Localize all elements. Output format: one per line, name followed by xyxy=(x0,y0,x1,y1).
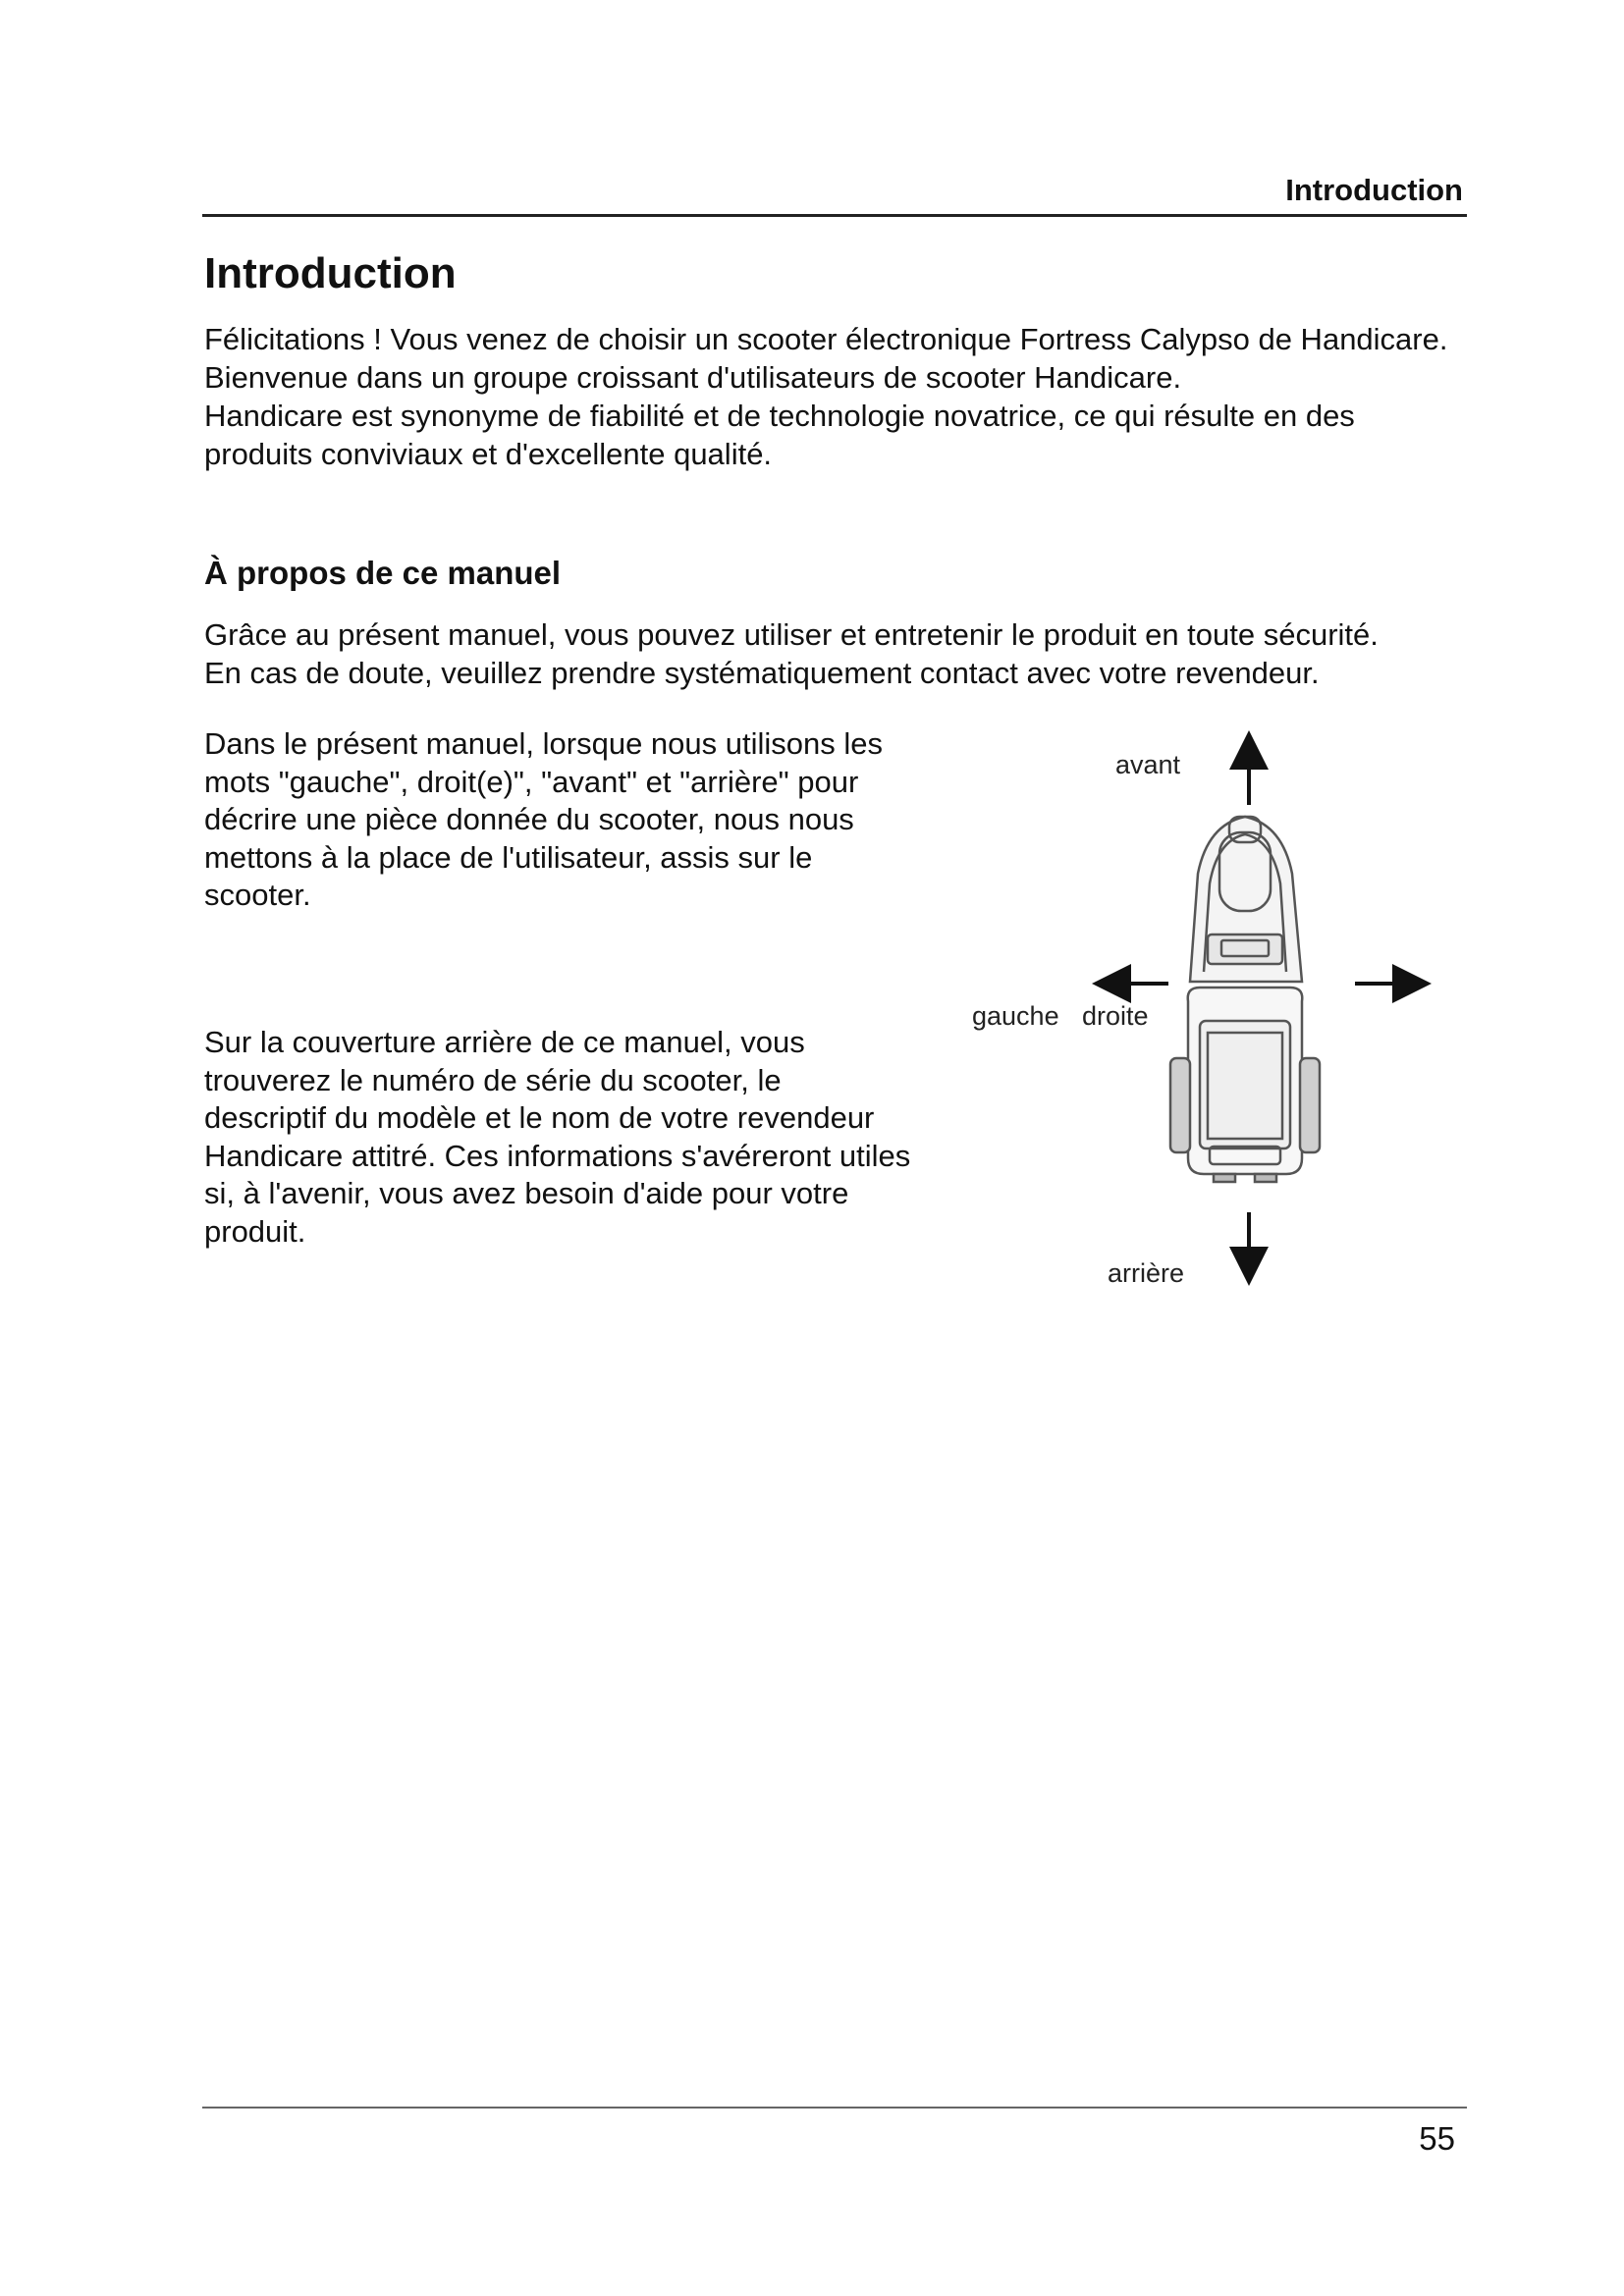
label-front: avant xyxy=(1115,750,1181,779)
section-title: À propos de ce manuel xyxy=(204,555,562,591)
intro-paragraph: Handicare est synonyme de fiabilité et de technologie novatrice, ce qui résulte en des produits conviviaux et d'excellente qualité. xyxy=(204,399,1355,471)
cover-info-paragraph: Sur la couverture arrière de ce manuel, vous trouverez le numéro de série du scooter, le descriptif du modèle et le nom de votre revendeur Handicare attitré. Ces informations s'avéreront utiles si, à l'avenir, vous avez besoin d'aide pour votre produit. xyxy=(204,1025,911,1249)
footer-divider xyxy=(202,2107,1467,2109)
intro-paragraph: Félicitations ! Vous venez de choisir un scooter électronique Fortress Calypso de Handicare. xyxy=(204,322,1448,356)
label-left: gauche xyxy=(972,1001,1059,1031)
page-title: Introduction xyxy=(204,249,457,297)
intro-paragraph: Bienvenue dans un groupe croissant d'utilisateurs de scooter Handicare. xyxy=(204,360,1182,395)
page-number: 55 xyxy=(1419,2120,1455,2157)
intro-block xyxy=(204,320,1471,473)
running-header xyxy=(202,167,1467,217)
section-line: En cas de doute, veuillez prendre systématiquement contact avec votre revendeur. xyxy=(204,656,1320,690)
section-line: Grâce au présent manuel, vous pouvez utiliser et entretenir le produit en toute sécurité. xyxy=(204,617,1379,652)
scooter-body-icon xyxy=(1170,817,1320,1182)
running-header-title: Introduction xyxy=(1285,173,1463,207)
directions-paragraph: Dans le présent manuel, lorsque nous utilisons les mots "gauche", droit(e)", "avant" et "arrière" pour décrire une pièce donnée du scooter, nous nous mettons à la place de l'utilisateur, assis sur le scooter. xyxy=(204,726,883,912)
label-back: arrière xyxy=(1108,1258,1185,1288)
label-right: droite xyxy=(1082,1001,1149,1031)
scooter-orientation-figure xyxy=(962,726,1473,1315)
section-body xyxy=(204,615,1481,692)
